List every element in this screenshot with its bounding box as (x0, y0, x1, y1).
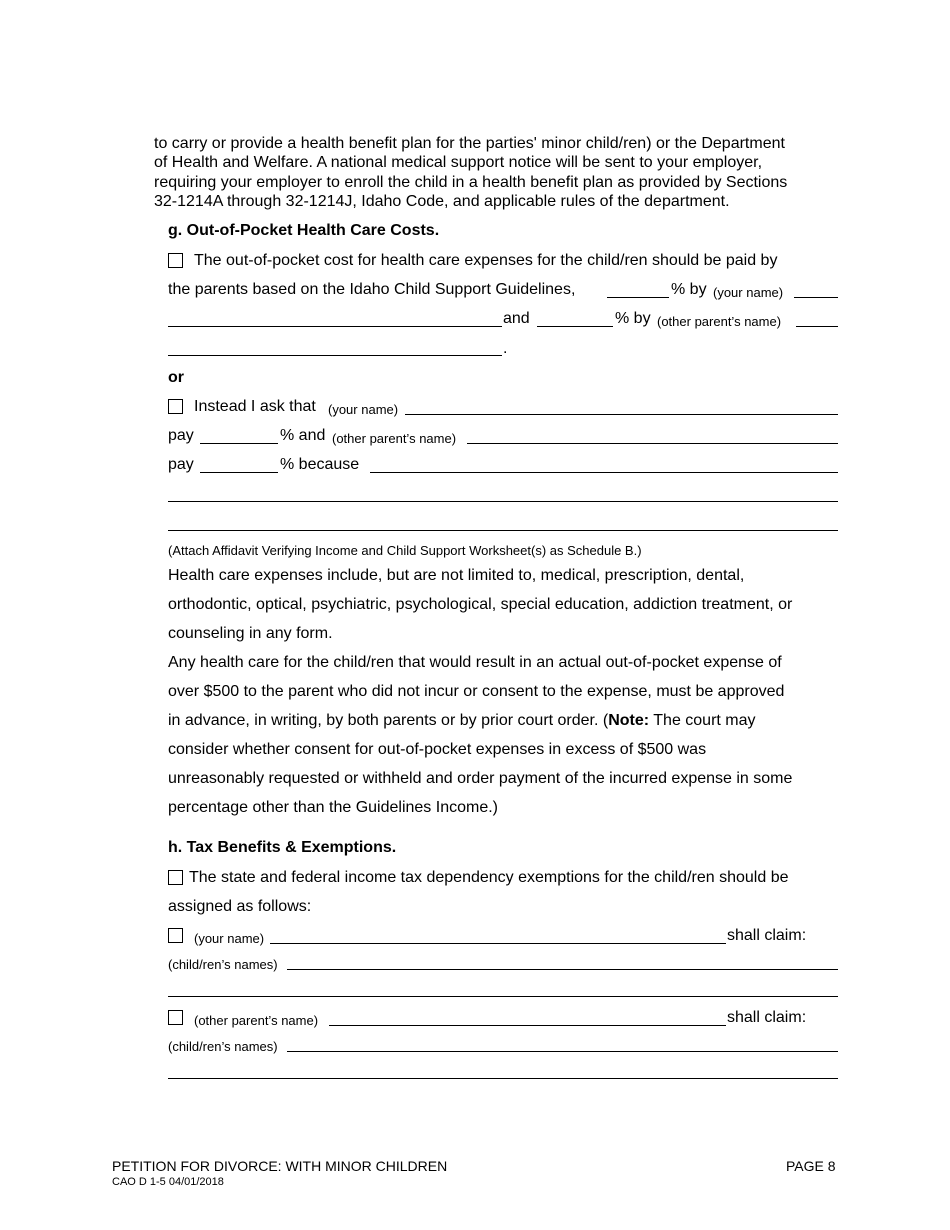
footer-title: PETITION FOR DIVORCE: WITH MINOR CHILDREN (112, 1158, 448, 1174)
your-name-label-2: (your name) (328, 402, 399, 417)
tax-text-line1: The state and federal income tax dependency exemptions for the child/ren should be (189, 869, 789, 886)
your-name-label: (your name) (713, 285, 784, 300)
over-500-paragraph (168, 648, 848, 822)
paragraph-line: orthodontic, optical, psychiatric, psychological, special education, addiction treatment, or (168, 596, 793, 613)
other-pay-percent-field[interactable] (200, 472, 278, 473)
paragraph-text: in advance, in writing, by both parents or by prior court order. ( (168, 712, 609, 729)
pay-label: pay (168, 427, 194, 444)
period: . (503, 340, 508, 357)
other-parent-claim-checkbox[interactable] (168, 1010, 183, 1025)
intro-paragraph (154, 134, 854, 211)
other-parent-name-label-3: (other parent’s name) (194, 1013, 319, 1028)
paragraph-line: unreasonably requested or withheld and order payment of the incurred expense in some (168, 770, 793, 787)
other-children-names-field[interactable] (287, 1051, 838, 1052)
intro-line: to carry or provide a health benefit plan for the parties' minor child/ren) or the Department (154, 135, 785, 152)
your-children-names-field-line2[interactable] (168, 996, 838, 997)
section-h-heading: h. Tax Benefits & Exemptions. (168, 839, 397, 856)
pay-label-2: pay (168, 456, 194, 473)
pct-and-label: % and (280, 427, 326, 444)
because-field-line2[interactable] (168, 501, 838, 502)
paragraph-text: The court may (649, 712, 756, 729)
other-parent-name-label-2: (other parent’s name) (332, 431, 457, 446)
your-percent-field[interactable] (607, 297, 669, 298)
intro-line: of Health and Welfare. A national medical support notice will be sent to your employer, (154, 154, 763, 172)
paragraph-line: counseling in any form. (168, 625, 333, 642)
instead-your-name-field[interactable] (405, 414, 838, 415)
section-g-heading: g. Out-of-Pocket Health Care Costs. (168, 222, 440, 239)
your-name-field-cont[interactable] (168, 326, 502, 327)
attach-note: (Attach Affidavit Verifying Income and Child Support Worksheet(s) as Schedule B.) (168, 543, 642, 558)
shall-claim-label: shall claim: (727, 927, 807, 944)
your-name-label-3: (your name) (194, 931, 265, 946)
paragraph-line: Any health care for the child/ren that would result in an actual out-of-pocket expense of (168, 654, 782, 671)
paragraph-line (168, 706, 848, 735)
footer-form-code: CAO D 1-5 04/01/2018 (112, 1176, 224, 1188)
footer-page-number: PAGE 8 (786, 1158, 836, 1174)
because-field-line3[interactable] (168, 530, 838, 531)
other-children-names-field-line2[interactable] (168, 1078, 838, 1079)
intro-line: 32-1214A through 32-1214J, Idaho Code, and applicable rules of the department. (154, 192, 730, 210)
instead-label: Instead I ask that (194, 398, 316, 415)
paragraph-line: consider whether consent for out-of-pocket expenses in excess of $500 was (168, 741, 707, 758)
instead-other-parent-name-field[interactable] (467, 443, 838, 444)
children-names-label: (child/ren’s names) (168, 957, 278, 972)
other-parent-name-field-cont[interactable] (168, 355, 502, 356)
note-label: Note: (608, 712, 650, 729)
instead-checkbox[interactable] (168, 399, 183, 414)
because-field[interactable] (370, 472, 838, 473)
claim-other-parent-name-field[interactable] (329, 1025, 726, 1026)
pct-by-label: % by (671, 281, 707, 298)
children-names-label-2: (child/ren’s names) (168, 1039, 278, 1054)
intro-line: requiring your employer to enroll the child in a health benefit plan as provided by Sections (154, 173, 788, 191)
your-claim-checkbox[interactable] (168, 928, 183, 943)
or-label: or (168, 369, 184, 386)
other-parent-name-label: (other parent’s name) (657, 314, 782, 329)
pct-by-label-2: % by (615, 310, 651, 327)
your-pay-percent-field[interactable] (200, 443, 278, 444)
other-parent-name-field[interactable] (796, 326, 838, 327)
option1-text-line1: The out-of-pocket cost for health care expenses for the child/ren should be paid by (194, 252, 778, 269)
paragraph-line: Health care expenses include, but are not limited to, medical, prescription, dental, (168, 567, 745, 584)
paragraph-line: over $500 to the parent who did not incur or consent to the expense, must be approved (168, 683, 785, 700)
and-label: and (503, 310, 530, 327)
shall-claim-label-2: shall claim: (727, 1009, 807, 1026)
tax-exemptions-checkbox[interactable] (168, 870, 183, 885)
guidelines-checkbox[interactable] (168, 253, 183, 268)
paragraph-line: percentage other than the Guidelines Income.) (168, 799, 498, 816)
because-label: % because (280, 456, 360, 473)
option1-text-line2: the parents based on the Idaho Child Support Guidelines, (168, 281, 576, 298)
your-children-names-field[interactable] (287, 969, 838, 970)
your-name-field[interactable] (794, 297, 838, 298)
claim-your-name-field[interactable] (270, 943, 726, 944)
health-care-paragraph (168, 561, 848, 648)
tax-text-line2: assigned as follows: (168, 898, 312, 915)
other-percent-field[interactable] (537, 326, 613, 327)
